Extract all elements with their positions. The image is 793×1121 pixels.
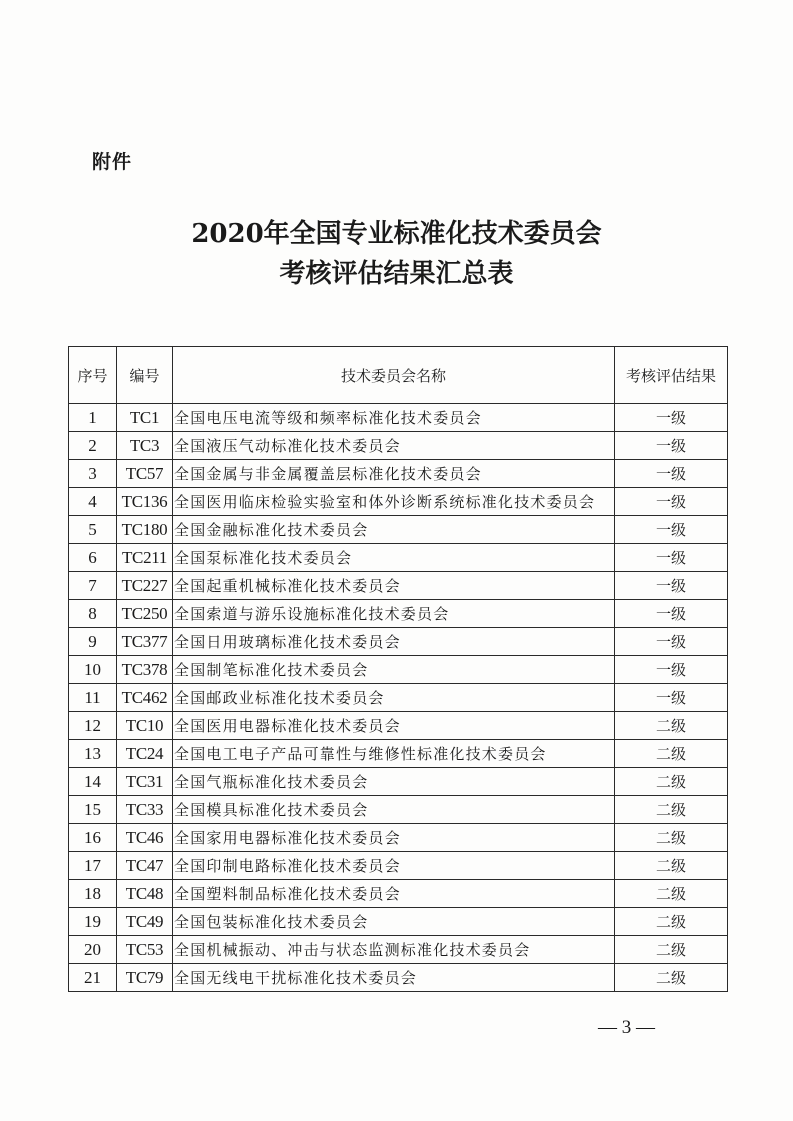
- header-code: 编号: [117, 347, 173, 404]
- row-code: TC250: [117, 600, 173, 628]
- table-row: [69, 404, 728, 432]
- table-row: [69, 656, 728, 684]
- table-row: [69, 768, 728, 796]
- row-code: TC378: [117, 656, 173, 684]
- row-result: 一级: [615, 516, 728, 544]
- row-committee-name: 全国包装标准化技术委员会: [173, 908, 615, 936]
- row-committee-name: 全国金融标准化技术委员会: [173, 516, 615, 544]
- row-result: 二级: [615, 908, 728, 936]
- row-result: 二级: [615, 740, 728, 768]
- row-committee-name: 全国金属与非金属覆盖层标准化技术委员会: [173, 460, 615, 488]
- row-result: 一级: [615, 628, 728, 656]
- row-seq: 7: [69, 572, 117, 600]
- page-number: — 3 —: [598, 1017, 655, 1038]
- row-committee-name: 全国日用玻璃标准化技术委员会: [173, 628, 615, 656]
- row-result: 二级: [615, 768, 728, 796]
- table-row: [69, 684, 728, 712]
- row-result: 二级: [615, 852, 728, 880]
- table-row: [69, 628, 728, 656]
- table-row: [69, 796, 728, 824]
- table-row: [69, 432, 728, 460]
- row-seq: 17: [69, 852, 117, 880]
- row-seq: 2: [69, 432, 117, 460]
- row-committee-name: 全国机械振动、冲击与状态监测标准化技术委员会: [173, 936, 615, 964]
- row-committee-name: 全国气瓶标准化技术委员会: [173, 768, 615, 796]
- table-row: [69, 880, 728, 908]
- row-committee-name: 全国无线电干扰标准化技术委员会: [173, 964, 615, 992]
- table-row: [69, 936, 728, 964]
- row-committee-name: 全国索道与游乐设施标准化技术委员会: [173, 600, 615, 628]
- row-result: 一级: [615, 488, 728, 516]
- row-code: TC31: [117, 768, 173, 796]
- row-committee-name: 全国印制电路标准化技术委员会: [173, 852, 615, 880]
- row-committee-name: 全国家用电器标准化技术委员会: [173, 824, 615, 852]
- document-title-line2: 考核评估结果汇总表: [279, 259, 514, 289]
- row-result: 一级: [615, 432, 728, 460]
- table-row: [69, 460, 728, 488]
- row-result: 一级: [615, 544, 728, 572]
- row-code: TC33: [117, 796, 173, 824]
- row-result: 二级: [615, 880, 728, 908]
- row-committee-name: 全国模具标准化技术委员会: [173, 796, 615, 824]
- row-result: 二级: [615, 824, 728, 852]
- table-row: [69, 488, 728, 516]
- table-row: [69, 908, 728, 936]
- row-code: TC180: [117, 516, 173, 544]
- row-seq: 18: [69, 880, 117, 908]
- row-code: TC53: [117, 936, 173, 964]
- row-result: 一级: [615, 656, 728, 684]
- table-row: [69, 600, 728, 628]
- row-committee-name: 全国塑料制品标准化技术委员会: [173, 880, 615, 908]
- row-seq: 19: [69, 908, 117, 936]
- row-code: TC211: [117, 544, 173, 572]
- row-seq: 10: [69, 656, 117, 684]
- row-seq: 11: [69, 684, 117, 712]
- row-code: TC79: [117, 964, 173, 992]
- row-code: TC48: [117, 880, 173, 908]
- row-result: 一级: [615, 572, 728, 600]
- row-committee-name: 全国液压气动标准化技术委员会: [173, 432, 615, 460]
- row-code: TC46: [117, 824, 173, 852]
- row-result: 一级: [615, 600, 728, 628]
- table-body: [69, 404, 728, 992]
- row-code: TC3: [117, 432, 173, 460]
- row-committee-name: 全国泵标准化技术委员会: [173, 544, 615, 572]
- table-row: [69, 824, 728, 852]
- row-result: 二级: [615, 964, 728, 992]
- table-row: [69, 852, 728, 880]
- row-result: 二级: [615, 936, 728, 964]
- row-code: TC377: [117, 628, 173, 656]
- results-table: [68, 346, 728, 992]
- row-code: TC49: [117, 908, 173, 936]
- row-seq: 16: [69, 824, 117, 852]
- attachment-label: 附件: [92, 151, 133, 173]
- row-committee-name: 全国医用电器标准化技术委员会: [173, 712, 615, 740]
- row-committee-name: 全国制笔标准化技术委员会: [173, 656, 615, 684]
- row-seq: 12: [69, 712, 117, 740]
- row-code: TC462: [117, 684, 173, 712]
- row-committee-name: 全国医用临床检验实验室和体外诊断系统标准化技术委员会: [173, 488, 615, 516]
- table-row: [69, 572, 728, 600]
- row-result: 一级: [615, 404, 728, 432]
- row-committee-name: 全国起重机械标准化技术委员会: [173, 572, 615, 600]
- row-seq: 21: [69, 964, 117, 992]
- table-header-row: [69, 347, 728, 404]
- header-result: 考核评估结果: [615, 347, 728, 404]
- row-seq: 9: [69, 628, 117, 656]
- row-seq: 3: [69, 460, 117, 488]
- document-title-line1: 2020年全国专业标准化技术委员会: [191, 219, 602, 249]
- table-row: [69, 544, 728, 572]
- row-seq: 5: [69, 516, 117, 544]
- row-committee-name: 全国电工电子产品可靠性与维修性标准化技术委员会: [173, 740, 615, 768]
- row-code: TC10: [117, 712, 173, 740]
- row-seq: 13: [69, 740, 117, 768]
- row-seq: 20: [69, 936, 117, 964]
- row-code: TC227: [117, 572, 173, 600]
- row-result: 二级: [615, 796, 728, 824]
- row-code: TC136: [117, 488, 173, 516]
- row-committee-name: 全国邮政业标准化技术委员会: [173, 684, 615, 712]
- row-seq: 15: [69, 796, 117, 824]
- row-seq: 14: [69, 768, 117, 796]
- table-row: [69, 516, 728, 544]
- row-seq: 1: [69, 404, 117, 432]
- table-row: [69, 712, 728, 740]
- row-result: 二级: [615, 712, 728, 740]
- row-result: 一级: [615, 684, 728, 712]
- row-code: TC57: [117, 460, 173, 488]
- table-row: [69, 964, 728, 992]
- row-code: TC1: [117, 404, 173, 432]
- row-seq: 6: [69, 544, 117, 572]
- row-code: TC47: [117, 852, 173, 880]
- row-committee-name: 全国电压电流等级和频率标准化技术委员会: [173, 404, 615, 432]
- row-seq: 4: [69, 488, 117, 516]
- header-name: 技术委员会名称: [173, 347, 615, 404]
- header-seq: 序号: [69, 347, 117, 404]
- row-code: TC24: [117, 740, 173, 768]
- table-row: [69, 740, 728, 768]
- row-result: 一级: [615, 460, 728, 488]
- row-seq: 8: [69, 600, 117, 628]
